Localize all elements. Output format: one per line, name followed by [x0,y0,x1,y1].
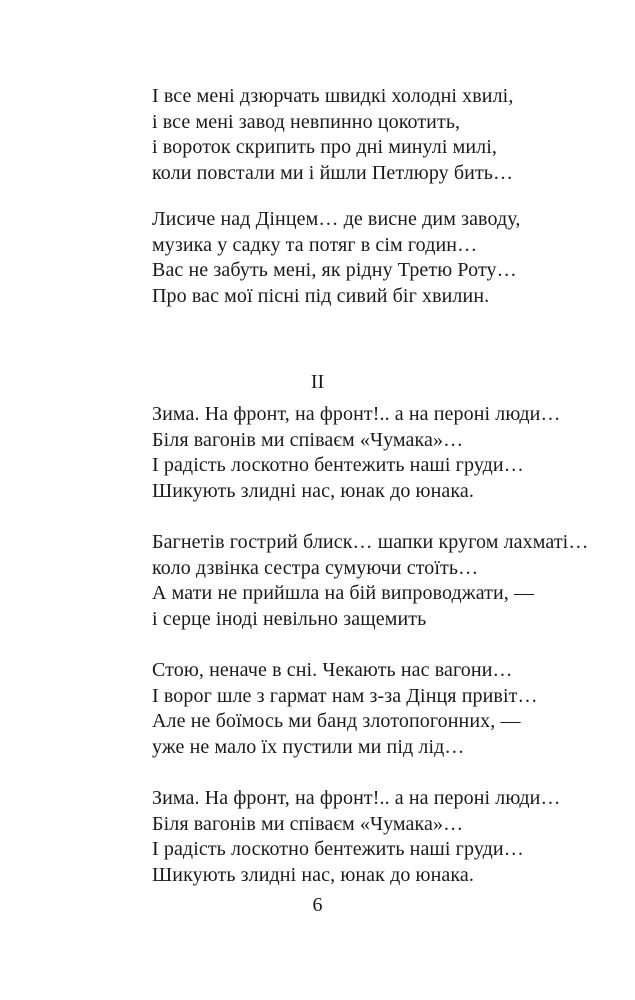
stanza [152,84,513,186]
poem-line: Вас не забуть мені, як рідну Третю Роту… [152,259,517,281]
poem-line: Але не боїмось ми банд злотопогонних, — [152,710,521,732]
page-number: 6 [312,894,323,916]
poem-line: і все мені завод невпинно цокотить, [152,110,461,133]
stanza [152,658,538,760]
poem-line: Багнетів гострий блиск… шапки кругом лахматі… [152,531,589,553]
poem-line: А мати не прийшла на бій випроводжати, — [152,582,535,604]
stanza [152,207,520,309]
poem-line: і серце іноді невільно защемить [152,607,427,630]
poem-line: Біля вагонів ми співаєм «Чумака»… [152,428,464,451]
poem-line: коли повстали ми і йшли Петлюру бить… [152,161,514,184]
stanza [152,530,588,632]
poem-line: І радість лоскотно бентежить наші груди… [152,838,524,860]
poem-line: і вороток скрипить про дні минулі милі, [152,136,498,158]
poem-line: Шикують злидні нас, юнак до юнака. [152,479,474,502]
poem-line: Шикують злидні нас, юнак до юнака. [152,863,474,886]
poem-line: уже не мало їх пустили ми під лід… [152,735,465,758]
poem-line: Зима. На фронт, на фронт!.. а на пероні люди… [152,403,561,425]
stanza [152,786,561,888]
poem-line: коло дзвінка сестра сумуючи стоїть… [152,556,479,579]
poem-line: І ворог шле з гармат нам з-за Дінця привіт… [152,684,538,707]
poem-line: І все мені дзюрчать швидкі холодні хвилі, [152,85,514,107]
poem-line: музика у садку та потяг в сім годин… [152,233,478,256]
poem-line: Зима. На фронт, на фронт!.. а на пероні люди… [152,787,561,809]
poem-line: Біля вагонів ми співаєм «Чумака»… [152,812,464,835]
section-heading: II [310,371,325,393]
poem-line: Про вас мої пісні під сивий біг хвилин. [152,284,490,307]
poem-line: Лисиче над Дінцем… де висне дим заводу, [152,208,521,230]
poem-line: І радість лоскотно бентежить наші груди… [152,454,524,476]
stanza [152,402,561,504]
poem-line: Стою, неначе в сні. Чекають нас вагони… [152,659,513,681]
